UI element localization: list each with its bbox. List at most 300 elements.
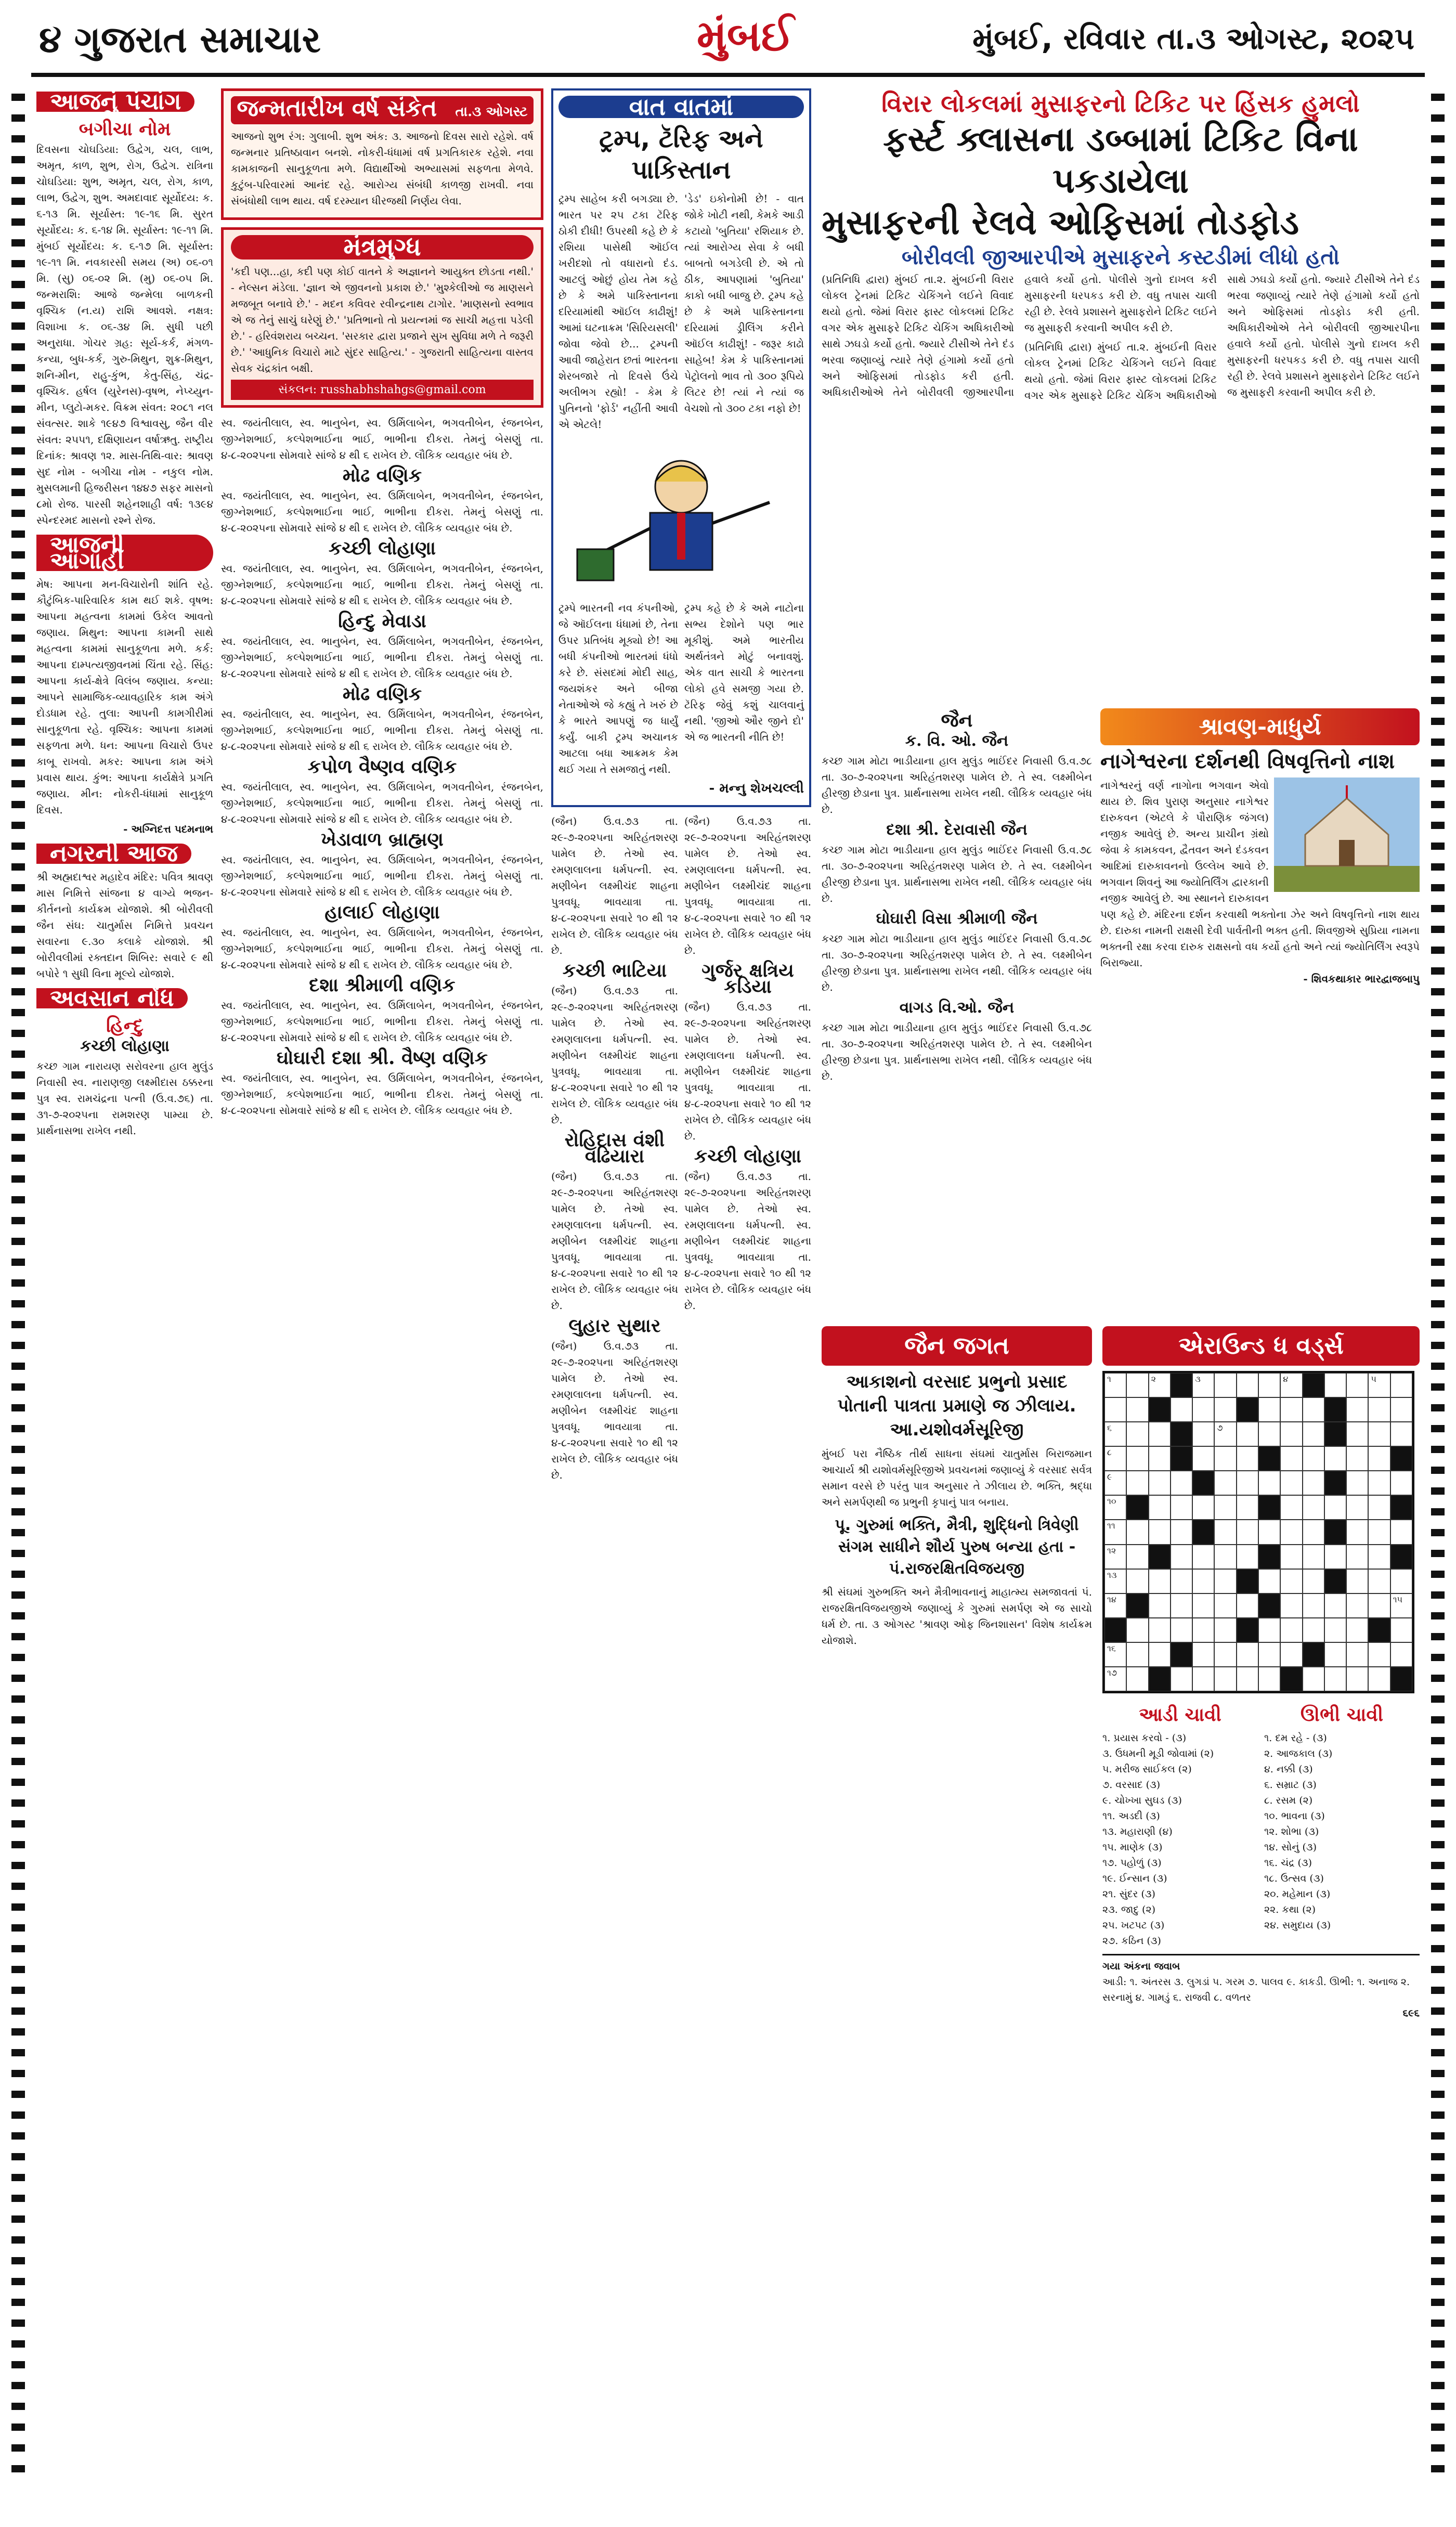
jain-jagat-text: મુંબઈ પરા નૈષ્ઠિક તીર્થ સાધના સંઘમાં ચાતુર્માસ બિરાજમાન આચાર્ય શ્રી યશોવર્મસૂરિજીએ પ્રવચનમાં જણાવ્યું કે વરસાદ સર્વત્ર સમાન વરસે છે પરંતુ પાત્ર અનુસાર તે ઝીલાય છે. ભક્તિ, શ્રદ્ધા અને સમર્પણથી જ પ્રભુની કૃપાનું પાત્ર બનાય. xyxy=(822,1447,1092,1508)
crossword-cell[interactable] xyxy=(1104,1569,1126,1593)
jain-heading: જૈન xyxy=(941,709,973,731)
down-clue: ૬. સમ્રાટ (૩) xyxy=(1264,1779,1317,1791)
obit-text-9: સ્વ. જયંતીલાલ, સ્વ. ભાનુબેન, સ્વ. ઉર્મિલાબેન, ભગવતીબેન, રંજનબેન, જીગ્નેશભાઈ, કલ્પેશભાઈના ભાઈ, ભાભીના દીકરા. તેમનું બેસણું તા. ૪-૮-૨૦૨૫ના સોમવારે સાંજે ૪ થી ૬ રાખેલ છે. લૌકિક વ્યવહાર બંધ છે. xyxy=(221,999,543,1044)
jain-jagat-text-2: શ્રી સંઘમાં ગુરુભક્તિ અને મૈત્રીભાવનાનું માહાત્મ્ય સમજાવતાં પં. રાજરક્ષિતવિજયજીએ જણાવ્યું કે ગુરુમાં સમર્પણ એ જ સાચો ધર્મ છે. તા. ૩ ઓગસ્ટ 'શ્રાવણ ઓફ જિનશાસન' વિશેષ કાર્યક્રમ યોજાશે. xyxy=(822,1586,1092,1647)
crossword-cell[interactable] xyxy=(1280,1373,1302,1397)
cell-number: ૨ xyxy=(1151,1374,1156,1384)
crossword-block xyxy=(1126,1593,1148,1618)
down-clue: ૮. રસમ (૨) xyxy=(1264,1795,1313,1806)
shravan-title: શ્રાવણ-માધુર્ય xyxy=(1100,708,1420,745)
crossword-cell[interactable] xyxy=(1324,1642,1346,1667)
crossword-cell[interactable] xyxy=(1303,1471,1324,1495)
crossword-block xyxy=(1303,1373,1324,1397)
crossword-cell[interactable] xyxy=(1237,1422,1258,1446)
crossword-cell[interactable] xyxy=(1104,1667,1126,1691)
crossword-cell[interactable] xyxy=(1214,1569,1236,1593)
across-clue: ૭. વરસાદ (૩) xyxy=(1102,1779,1161,1791)
crossword-cell[interactable] xyxy=(1390,1593,1412,1618)
crossword-cell[interactable] xyxy=(1214,1545,1236,1569)
lower-section xyxy=(822,708,1420,1087)
mantra-box xyxy=(221,227,543,408)
crossword-cell[interactable] xyxy=(1258,1520,1280,1544)
crossword-cell[interactable] xyxy=(1346,1446,1368,1471)
crossword-cell[interactable] xyxy=(1237,1667,1258,1691)
obit-grid xyxy=(551,813,811,1486)
avasan-item: કચ્છી લોહાણા xyxy=(80,1037,170,1055)
crossword-cell[interactable] xyxy=(1390,1373,1412,1397)
crossword-block xyxy=(1126,1495,1148,1520)
obit-heading-9: ઘોઘારી દશા શ્રી. વૈષ્ણ વણિક xyxy=(276,1047,488,1069)
across-clue: ૨૧. સુંદર (૩) xyxy=(1102,1888,1155,1900)
crossword-cell[interactable] xyxy=(1280,1569,1302,1593)
crossword-cell[interactable] xyxy=(1280,1495,1302,1520)
crossword-block xyxy=(1258,1495,1280,1520)
jain-text-4: કચ્છ ગામ મોટા ભાડીયાના હાલ મુલુંડ ભાઈંદર નિવાસી ઉ.વ.૭૮ તા. ૩૦-૭-૨૦૨૫ના અરિહંતશરણ પામેલ છે. તે સ્વ. લક્ષ્મીબેન હીરજી છેડાના પુત્ર. પ્રાર્થનાસભા રાખેલ નથી. લૌકિક વ્યવહાર બંધ છે. xyxy=(822,1021,1092,1082)
crossword-cell[interactable] xyxy=(1192,1373,1214,1397)
crossword-cell[interactable] xyxy=(1237,1495,1258,1520)
crossword-cell[interactable] xyxy=(1258,1618,1280,1642)
janma-title xyxy=(231,96,534,124)
crossword-block xyxy=(1390,1495,1412,1520)
crossword-cell[interactable] xyxy=(1390,1520,1412,1544)
crossword-cell[interactable] xyxy=(1346,1422,1368,1446)
crossword-cell[interactable] xyxy=(1126,1446,1148,1471)
obit-heading-2: કચ્છી લોહાણા xyxy=(328,537,436,559)
jain-jagat-sub: પૂ. ગુરુમાં ભક્તિ, મૈત્રી, શુદ્ધિનો ત્રિવેણી સંગમ સાધીને શૌર્ય પુરુષ બન્યા હતા - પં.રાજરક્ષિતવિજયજી xyxy=(835,1516,1079,1578)
right-margin-dots xyxy=(1431,94,1445,2480)
down-clues xyxy=(1264,1700,1420,1949)
crossword-cell[interactable] xyxy=(1368,1373,1390,1397)
crossword-cell[interactable] xyxy=(1214,1471,1236,1495)
crossword-cell[interactable] xyxy=(1346,1593,1368,1618)
crossword-cell[interactable] xyxy=(1324,1446,1346,1471)
crossword-cell[interactable] xyxy=(1303,1667,1324,1691)
crossword-cell[interactable] xyxy=(1346,1545,1368,1569)
crossword-cell[interactable] xyxy=(1149,1471,1171,1495)
down-clue: ૨૦. મહેમાન (૩) xyxy=(1264,1888,1331,1900)
cell-number: ૬ xyxy=(1107,1423,1112,1433)
crossword-cell[interactable] xyxy=(1346,1642,1368,1667)
cell-number: ૧૨ xyxy=(1107,1545,1116,1556)
crossword-cell[interactable] xyxy=(1149,1446,1171,1471)
panchang-title: આજનું પંચાંગ xyxy=(36,92,194,112)
crossword-cell[interactable] xyxy=(1214,1422,1236,1446)
crossword-cell[interactable] xyxy=(1280,1642,1302,1667)
jain-text-3: કચ્છ ગામ મોટા ભાડીયાના હાલ મુલુંડ ભાઈંદર નિવાસી ઉ.વ.૭૮ તા. ૩૦-૭-૨૦૨૫ના અરિહંતશરણ પામેલ છે. તે સ્વ. લક્ષ્મીબેન હીરજી છેડાના પુત્ર. પ્રાર્થનાસભા રાખેલ નથી. લૌકિક વ્યવહાર બંધ છે. xyxy=(822,932,1092,993)
crossword-block xyxy=(1258,1545,1280,1569)
crossword-cell[interactable] xyxy=(1258,1667,1280,1691)
crossword-cell[interactable] xyxy=(1126,1422,1148,1446)
crossword-cell[interactable] xyxy=(1104,1545,1126,1569)
crossword-cell[interactable] xyxy=(1324,1373,1346,1397)
crossword-cell[interactable] xyxy=(1126,1545,1148,1569)
panchang-subtitle: બગીચા નોમ xyxy=(79,118,171,140)
crossword-cell[interactable] xyxy=(1104,1446,1126,1471)
crossword-cell[interactable] xyxy=(1104,1520,1126,1544)
crossword-cell[interactable] xyxy=(1126,1471,1148,1495)
crossword-cell[interactable] xyxy=(1368,1520,1390,1544)
crossword-cell[interactable] xyxy=(1390,1471,1412,1495)
obit2-text-6: (જૈન) ઉ.વ.૭૩ તા. ૨૯-૭-૨૦૨૫ના અરિહંતશરણ પામેલ છે. તેઓ સ્વ. રમણલાલના ધર્મપત્ની. સ્વ. મણીબેન લક્ષ્મીચંદ શાહના પુત્રવધૂ. ભાવયાત્રા તા. ૪-૮-૨૦૨૫ના સવારે ૧૦ થી ૧૨ રાખેલ છે. લૌકિક વ્યવહાર બંધ છે. xyxy=(684,1001,811,1142)
jain-obit-4: વાગડ વિ.ઓ. જૈન xyxy=(899,999,1015,1017)
crossword-cell[interactable] xyxy=(1192,1397,1214,1422)
crossword-block xyxy=(1324,1471,1346,1495)
across-clue: ૧૧. અડદી (૩) xyxy=(1102,1810,1160,1822)
jain-jagat xyxy=(822,1326,1092,2444)
jain-jagat-title: જૈન જગત xyxy=(822,1326,1092,1366)
sub-headline: બોરીવલી જીઆરપીએ મુસાફરને કસ્ટડીમાં લીધો હતો xyxy=(902,245,1340,269)
obit2-text-3: (જૈન) ઉ.વ.૭૩ તા. ૨૯-૭-૨૦૨૫ના અરિહંતશરણ પામેલ છે. તેઓ સ્વ. રમણલાલના ધર્મપત્ની. સ્વ. મણીબેન લક્ષ્મીચંદ શાહના પુત્રવધૂ. ભાવયાત્રા તા. ૪-૮-૨૦૨૫ના સવારે ૧૦ થી ૧૨ રાખેલ છે. લૌકિક વ્યવહાર બંધ છે. xyxy=(551,1170,678,1312)
crossword-cell[interactable] xyxy=(1303,1397,1324,1422)
crossword-cell[interactable] xyxy=(1368,1545,1390,1569)
obit-heading-7: હાલાઈ લોહાણા xyxy=(324,901,440,923)
crossword-cell[interactable] xyxy=(1214,1446,1236,1471)
across-clue: ૧. પ્રયાસ કરવો - (૩) xyxy=(1102,1732,1187,1744)
down-title: ઊભી ચાવી xyxy=(1300,1704,1384,1726)
crossword-cell[interactable] xyxy=(1104,1495,1126,1520)
crossword-cell[interactable] xyxy=(1346,1397,1368,1422)
crossword-cell[interactable] xyxy=(1280,1446,1302,1471)
crossword-cell[interactable] xyxy=(1346,1520,1368,1544)
crossword-cell[interactable] xyxy=(1192,1667,1214,1691)
crossword-cell[interactable] xyxy=(1149,1618,1171,1642)
headline-1: વિરાર લોકલમાં મુસાફરનો ટિકિટ પર હિંસક હુમલો xyxy=(881,89,1360,118)
crossword-cell[interactable] xyxy=(1237,1642,1258,1667)
column-janma xyxy=(221,88,543,2486)
headline-2: ફર્સ્ટ ક્લાસના ડબ્બામાં ટિકિટ વિના પકડાયેલા xyxy=(883,119,1358,201)
crossword-cell[interactable] xyxy=(1192,1642,1214,1667)
crossword-block xyxy=(1324,1397,1346,1422)
obit2-heading-4: ગુર્જર ક્ષત્રિય કડિયા xyxy=(701,960,794,997)
crossword-block xyxy=(1237,1397,1258,1422)
column-main xyxy=(822,88,1420,2486)
crossword-block xyxy=(1324,1569,1346,1593)
crossword-cell[interactable] xyxy=(1192,1446,1214,1471)
vaat-text-2: 'ડેડ' ઇકોનોમી છે! - વાત જોકે ખોટી નથી, કેમકે આડી કટાયો 'બુતિયા' રશિયાક છે. ત્યાં આરોગ્ય સેવા કે બધી બાબતો બગડેલી છે. એ તો ઠીક, આપણામાં 'બુતિયા' કાકો બધી બાજુ છે. ટ્રમ્પ કહે છે કે અમે પાકિસ્તાનના દરિયામાં ડ્રીલિંગ કરીને ઑઈલ કાઢીશું! - જરૂર કાઢો સાહેબ! કેમ કે પાકિસ્તાનમાં પેટ્રોલનો ભાવ તો ૩૦૦ રૂપિયે લિટર છે! ત્યાં ને ત્યાં જ વેચશો તો ૩૦૦ ટકા નફો છે! xyxy=(684,192,804,414)
obit-text-8: સ્વ. જયંતીલાલ, સ્વ. ભાનુબેન, સ્વ. ઉર્મિલાબેન, ભગવતીબેન, રંજનબેન, જીગ્નેશભાઈ, કલ્પેશભાઈના ભાઈ, ભાભીના દીકરા. તેમનું બેસણું તા. ૪-૮-૨૦૨૫ના સોમવારે સાંજે ૪ થી ૬ રાખેલ છે. લૌકિક વ્યવહાર બંધ છે. xyxy=(221,926,543,971)
crossword-cell[interactable] xyxy=(1214,1642,1236,1667)
crossword-cell[interactable] xyxy=(1214,1397,1236,1422)
crossword-cell[interactable] xyxy=(1324,1618,1346,1642)
avasan-subtitle: હિન્દુ xyxy=(106,1015,144,1036)
crossword-cell[interactable] xyxy=(1324,1667,1346,1691)
crossword-block xyxy=(1368,1618,1390,1642)
crossword-cell[interactable] xyxy=(1171,1569,1192,1593)
crossword-cell[interactable] xyxy=(1258,1471,1280,1495)
crossword-cell[interactable] xyxy=(1346,1373,1368,1397)
cell-number: ૧૭ xyxy=(1107,1667,1117,1678)
nageshwar-text: નાગેશ્વરનું વર્ણ નાગોના ભગવાન એવો થાય છે. શિવ પુરાણ અનુસાર નાગેશ્વર દારુકવન (એટલે કે પૌરાણિક જંગલ) નજીક આવેલું છે. અન્ય પ્રાચીન ગ્રંથો જેવા કે કામકવન, દ્વૈતવન અને દંડકવન આદિમાં દારુકાવનનો ઉલ્લેખ આવે છે. ભગવાન શિવનું આ જ્યોતિર્લિંગ દ્વારકાની નજીક આવેલું છે. આ સ્થાનને દારુકાવન પણ કહે છે. મંદિરના દર્શન કરવાથી ભક્તોના ઝેર અને વિષવૃત્તિનો નાશ થાય છે. દારુકા નામની રાક્ષસી દેવી પાર્વતીની ભક્ત હતી. શિવજીએ સુપ્રિયા નામના ભક્તની રક્ષા કરવા દારુક રાક્ષસનો વધ કર્યો હતો અને ત્યાં જ્યોતિર્લિંગ સ્વરૂપે બિરાજ્યા. xyxy=(1100,779,1420,969)
obit-heading-5: કપોળ વૈષ્ણવ વણિક xyxy=(307,756,457,777)
crossword-cell[interactable] xyxy=(1104,1397,1126,1422)
crossword-grid-wrap xyxy=(1102,1371,1414,1693)
crossword-cell[interactable] xyxy=(1324,1495,1346,1520)
crossword-cell[interactable] xyxy=(1390,1397,1412,1422)
crossword-cell[interactable] xyxy=(1303,1569,1324,1593)
crossword-cell[interactable] xyxy=(1280,1545,1302,1569)
section-title: મુંબઈ xyxy=(697,11,795,61)
across-clue: ૫. મરીજ સાઈકલ (૨) xyxy=(1102,1764,1192,1775)
obit2-text-1: (જૈન) ઉ.વ.૭૩ તા. ૨૯-૭-૨૦૨૫ના અરિહંતશરણ પામેલ છે. તેઓ સ્વ. રમણલાલના ધર્મપત્ની. સ્વ. મણીબેન લક્ષ્મીચંદ શાહના પુત્રવધૂ. ભાવયાત્રા તા. ૪-૮-૨૦૨૫ના સવારે ૧૦ થી ૧૨ રાખેલ છે. લૌકિક વ્યવહાર બંધ છે. xyxy=(551,815,678,956)
janma-box xyxy=(221,88,543,220)
jain-obits xyxy=(822,708,1092,1087)
crossword-cell[interactable] xyxy=(1214,1667,1236,1691)
crossword-cell[interactable] xyxy=(1214,1618,1236,1642)
crossword-cell[interactable] xyxy=(1171,1495,1192,1520)
nagari-text: શ્રી અહ્મદાશ્વર મહાદેવ મંદિર: પવિત્ર શ્રાવણ માસ નિમિત્તે સાંજના ૪ વાગ્યે ભજન-કીર્તનનો કાર્યક્રમ યોજાશે. શ્રી બોરીવલી જૈન સંઘ: ચાતુર્માસ નિમિત્તે પ્રવચન સવારના ૯.૩૦ કલાકે યોજાશે. શ્રી બોરીવલીમાં રક્તદાન શિબિર: સવારે ૯ થી બપોરે ૧ સુધી વિના મૂલ્યે યોજાશે. xyxy=(36,871,213,980)
crossword-cell[interactable] xyxy=(1149,1373,1171,1397)
vaat-headline: ટ્રમ્પ, ટૅરિફ અને પાકિસ્તાન xyxy=(599,124,763,185)
crossword-cell[interactable] xyxy=(1368,1422,1390,1446)
shravan-box xyxy=(1100,708,1420,1087)
crossword-cell[interactable] xyxy=(1171,1471,1192,1495)
crossword-cell[interactable] xyxy=(1104,1422,1126,1446)
crossword-cell[interactable] xyxy=(1280,1618,1302,1642)
cell-number: ૧૫ xyxy=(1393,1594,1403,1604)
crossword-cell[interactable] xyxy=(1258,1397,1280,1422)
news-body xyxy=(822,271,1420,703)
page-header xyxy=(0,0,1456,78)
crossword-cell[interactable] xyxy=(1303,1446,1324,1471)
crossword-cell[interactable] xyxy=(1171,1593,1192,1618)
jain-obit-3: ઘોઘારી વિસા શ્રીમાળી જૈન xyxy=(876,910,1038,928)
down-clue: ૧. દમ રહે - (૩) xyxy=(1264,1732,1327,1744)
crossword-cell[interactable] xyxy=(1303,1495,1324,1520)
obit-text-7: સ્વ. જયંતીલાલ, સ્વ. ભાનુબેન, સ્વ. ઉર્મિલાબેન, ભગવતીબેન, રંજનબેન, જીગ્નેશભાઈ, કલ્પેશભાઈના ભાઈ, ભાભીના દીકરા. તેમનું બેસણું તા. ૪-૮-૨૦૨૫ના સોમવારે સાંજે ૪ થી ૬ રાખેલ છે. લૌકિક વ્યવહાર બંધ છે. xyxy=(221,853,543,898)
crossword-cell[interactable] xyxy=(1104,1373,1126,1397)
crossword-block xyxy=(1149,1545,1171,1569)
vaat-body xyxy=(558,191,804,436)
nagari-title: નગરની આજ xyxy=(36,844,191,864)
crossword-cell[interactable] xyxy=(1192,1569,1214,1593)
across-clue: ૧૫. માણેક (૩) xyxy=(1102,1842,1163,1853)
header-rule xyxy=(31,73,1425,77)
crossword-cell[interactable] xyxy=(1171,1520,1192,1544)
panchang-text: દિવસના ચોઘડિયા: ઉદ્વેગ, ચલ, લાભ, અમૃત, કાળ, શુભ, રોગ, ઉદ્વેગ. રાત્રિના ચોઘડિયા: શુભ, અમૃત, ચલ, રોગ, કાળ, લાભ, ઉદ્વેગ, શુભ. અમદાવાદ સૂર્યોદય: ક. ૬-૧૩ મિ. સૂર્યાસ્ત: ૧૯-૧૬ મિ. સુરત સૂર્યોદય: ક. ૬-૧૪ મિ. સૂર્યાસ્ત: ૧૯-૧૧ મિ. મુંબઈ સૂર્યોદય: ક. ૬-૧૭ મિ. સૂર્યાસ્ત: ૧૯-૧૧ મિ. નવકારસી સમય (અ) ૦૬-૦૧ મિ. (સુ) ૦૬-૦૨ મિ. (મુ) ૦૬-૦૫ મિ. જન્મરાશિ: આજે જન્મેલા બાળકની વૃશ્ચિક (ન.ય) રાશિ આવશે. નક્ષત્ર: વિશાખા ક. ૦૬-૩૪ મિ. સુધી પછી અનુરાધા. ગોચર ગ્રહ: સૂર્ય-કર્ક, મંગળ-કન્યા, બુધ-કર્ક, ગુરુ-મિથુન, શુક્ર-મિથુન, શનિ-મીન, રાહુ-કુંભ, કેતુ-સિંહ, ચંદ્ર-વૃશ્ચિક. હર્ષલ (યુરેનસ)-વૃષભ, નેપ્ચ્યુન-મીન, પ્લુટો-મકર. વિક્રમ સંવત: ૨૦૮૧ નલ સંવત્સર. શાકે ૧૯૪૭ વિશ્વાવસુ, જૈન વીર સંવત: ૨૫૫૧, દક્ષિણાયન વર્ષાઋતુ. રાષ્ટ્રીય દિનાંક: શ્રાવણ ૧૨. માસ-તિથિ-વાર: શ્રાવણ સુદ નોમ - બગીચા નોમ - નકુલ નોમ. મુસલમાની હિજરીસન ૧૪૪૭ સફર માસનો ૮મો રોજ. પારસી શહેનશાહી વર્ષ: ૧૩૯૪ સ્પેન્દરમદ માસનો રશ્ને રોજ. xyxy=(36,143,213,526)
crossword-cell[interactable] xyxy=(1126,1397,1148,1422)
cell-number: ૮ xyxy=(1107,1447,1112,1458)
crossword-cell[interactable] xyxy=(1192,1593,1214,1618)
page-date: મુંબઈ, રવિવાર તા.૩ ઓગસ્ટ, ૨૦૨૫ xyxy=(972,21,1414,56)
obit-heading-4: મોઢ વણિક xyxy=(342,683,422,705)
crossword-cell[interactable] xyxy=(1104,1471,1126,1495)
crossword-cell[interactable] xyxy=(1258,1373,1280,1397)
crossword-cell[interactable] xyxy=(1390,1642,1412,1667)
mantra-title: મંત્રમુગ્ધ xyxy=(231,235,534,260)
cell-number: ૭ xyxy=(1217,1423,1223,1433)
crossword-cell[interactable] xyxy=(1149,1593,1171,1618)
crossword-cell[interactable] xyxy=(1237,1520,1258,1544)
crossword-cell[interactable] xyxy=(1346,1471,1368,1495)
puzzle-code: ૬૯૬ xyxy=(1402,2007,1420,2019)
across-clue: ૨૫. ખટપટ (૩) xyxy=(1102,1920,1165,1931)
crossword-cell[interactable] xyxy=(1303,1545,1324,1569)
crossword-cell[interactable] xyxy=(1104,1642,1126,1667)
obit-heading-6: ખેડાવાળ બ્રાહ્મણ xyxy=(321,828,444,850)
crossword-cell[interactable] xyxy=(1346,1667,1368,1691)
crossword-cell[interactable] xyxy=(1126,1569,1148,1593)
across-clue: ૨૭. કઠિન (૩) xyxy=(1102,1935,1161,1947)
crossword-cell[interactable] xyxy=(1368,1397,1390,1422)
crossword-block xyxy=(1192,1471,1214,1495)
cell-number: ૩ xyxy=(1195,1374,1201,1384)
crossword-cell[interactable] xyxy=(1237,1446,1258,1471)
crossword-block xyxy=(1104,1618,1126,1642)
obit2-text-2: (જૈન) ઉ.વ.૭૩ તા. ૨૯-૭-૨૦૨૫ના અરિહંતશરણ પામેલ છે. તેઓ સ્વ. રમણલાલના ધર્મપત્ની. સ્વ. મણીબેન લક્ષ્મીચંદ શાહના પુત્રવધૂ. ભાવયાત્રા તા. ૪-૮-૨૦૨૫ના સવારે ૧૦ થી ૧૨ રાખેલ છે. લૌકિક વ્યવહાર બંધ છે. xyxy=(551,984,678,1126)
obit-heading-1: મોઢ વણિક xyxy=(342,464,422,486)
crossword-cell[interactable] xyxy=(1303,1618,1324,1642)
crossword-cell[interactable] xyxy=(1237,1545,1258,1569)
crossword-block xyxy=(1324,1422,1346,1446)
across-title: આડી ચાવી xyxy=(1139,1704,1221,1726)
cell-number: ૧ xyxy=(1107,1374,1111,1384)
crossword-block xyxy=(1258,1593,1280,1618)
crossword-cell[interactable] xyxy=(1237,1593,1258,1618)
crossword-cell[interactable] xyxy=(1149,1520,1171,1544)
crossword-cell[interactable] xyxy=(1258,1569,1280,1593)
crossword-cell[interactable] xyxy=(1149,1569,1171,1593)
crossword-cell[interactable] xyxy=(1390,1569,1412,1593)
news-text: (પ્રતિનિધિ દ્વારા) મુંબઈ તા.૨. મુંબઈની વિરાર લોકલ ટ્રેનમાં ટિકિટ ચેકિંગને લઈને વિવાદ થયો હતો. જેમાં વિરાર ફાસ્ટ લોકલમાં ટિકિટ વગર એક મુસાફરે ટિકિટ ચેકિંગ અધિકારીઓ સાથે ઝઘડો કર્યો હતો. જ્યારે ટીસીએ તેને દંડ ભરવા જણાવ્યું ત્યારે તેણે હંગામો કર્યો હતો અને ઓફિસમાં તોડફોડ કરી હતી. અધિકારીઓએ તેને બોરીવલી જીઆરપીના હવાલે કર્યો હતો. પોલીસે ગુનો દાખલ કરી મુસાફરની ધરપકડ કરી છે. વધુ તપાસ ચાલી રહી છે. રેલવે પ્રશાસને મુસાફરોને ટિકિટ લઈને જ મુસાફરી કરવાની અપીલ કરી છે. xyxy=(822,273,1217,398)
crossword-cell[interactable] xyxy=(1214,1495,1236,1520)
obit2-text-4: (જૈન) ઉ.વ.૭૩ તા. ૨૯-૭-૨૦૨૫ના અરિહંતશરણ પામેલ છે. તેઓ સ્વ. રમણલાલના ધર્મપત્ની. સ્વ. મણીબેન લક્ષ્મીચંદ શાહના પુત્રવધૂ. ભાવયાત્રા તા. ૪-૮-૨૦૨૫ના સવારે ૧૦ થી ૧૨ રાખેલ છે. લૌકિક વ્યવહાર બંધ છે. xyxy=(551,1340,678,1481)
obit-text-10: સ્વ. જયંતીલાલ, સ્વ. ભાનુબેન, સ્વ. ઉર્મિલાબેન, ભગવતીબેન, રંજનબેન, જીગ્નેશભાઈ, કલ્પેશભાઈના ભાઈ, ભાભીના દીકરા. તેમનું બેસણું તા. ૪-૮-૨૦૨૫ના સોમવારે સાંજે ૪ થી ૬ રાખેલ છે. લૌકિક વ્યવહાર બંધ છે. xyxy=(221,1072,543,1117)
cartoon-image xyxy=(562,440,801,596)
crossword-cell[interactable] xyxy=(1368,1667,1390,1691)
crossword-cell[interactable] xyxy=(1149,1642,1171,1667)
crossword-cell[interactable] xyxy=(1303,1520,1324,1544)
crossword-cell[interactable] xyxy=(1258,1422,1280,1446)
vaat-box xyxy=(551,88,811,807)
crossword-grid[interactable] xyxy=(1102,1371,1414,1693)
crossword-cell[interactable] xyxy=(1126,1667,1148,1691)
crossword-cell[interactable] xyxy=(1368,1642,1390,1667)
obit-text-5: સ્વ. જયંતીલાલ, સ્વ. ભાનુબેન, સ્વ. ઉર્મિલાબેન, ભગવતીબેન, રંજનબેન, જીગ્નેશભાઈ, કલ્પેશભાઈના ભાઈ, ભાભીના દીકરા. તેમનું બેસણું તા. ૪-૮-૨૦૨૫ના સોમવારે સાંજે ૪ થી ૬ રાખેલ છે. લૌકિક વ્યવહાર બંધ છે. xyxy=(221,708,543,753)
obit2-heading-5: કચ્છી લોહાણા xyxy=(694,1145,802,1167)
crossword-cell[interactable] xyxy=(1280,1422,1302,1446)
across-clue: ૧૯. ઈન્સાન (૩) xyxy=(1102,1873,1167,1884)
crossword-cell[interactable] xyxy=(1390,1422,1412,1446)
vaat-text-3: ટ્રમ્પે ભારતની નવ કંપનીઓ, જે ઑઈલના ધંધામાં છે, તેના ઉપર પ્રતિબંધ મૂક્યો છે! આ બધી કંપનીઓ ભારતમાં ધંધો કરે છે. સંસદમાં મોદી સાહ, જયશંકર અને બીજા નેતાઓએ જે કહ્યું તે ખરું છે કે ભારતે આપણું જ ધાર્યું કર્યું. બાકી ટ્રમ્પ અચાનક આટલા બધા આક્રમક કેમ થઈ ગયા તે સમજાતું નથી. xyxy=(558,602,678,775)
obit-text-3: સ્વ. જયંતીલાલ, સ્વ. ભાનુબેન, સ્વ. ઉર્મિલાબેન, ભગવતીબેન, રંજનબેન, જીગ્નેશભાઈ, કલ્પેશભાઈના ભાઈ, ભાભીના દીકરા. તેમનું બેસણું તા. ૪-૮-૨૦૨૫ના સોમવારે સાંજે ૪ થી ૬ રાખેલ છે. લૌકિક વ્યવહાર બંધ છે. xyxy=(221,562,543,607)
down-clue: ૧૦. ભાવના (૩) xyxy=(1264,1810,1325,1822)
nageshwar-title: નાગેશ્વરના દર્શનથી વિષવૃત્તિનો નાશ xyxy=(1100,749,1395,773)
crossword-title: એરાઉન્ડ ધ વર્ડ્સ xyxy=(1102,1326,1420,1366)
answers-text: આડી: ૧. અંતરસ ૩. લુગડાં ૫. ગરમ ૭. પાલવ ૯. કાકડી. ઊભી: ૧. અનાજ ૨. સરનામું ૪. ગામડું ૬. રાજવી ૮. વળતર xyxy=(1102,1976,1410,2003)
crossword-cell[interactable] xyxy=(1346,1569,1368,1593)
crossword-cell[interactable] xyxy=(1192,1422,1214,1446)
janma-title-text: જન્મતારીખ વર્ષ સંકેત xyxy=(237,95,437,122)
crossword-cell[interactable] xyxy=(1368,1471,1390,1495)
crossword-cell[interactable] xyxy=(1192,1495,1214,1520)
crossword-cell[interactable] xyxy=(1368,1593,1390,1618)
crossword-cell[interactable] xyxy=(1192,1618,1214,1642)
crossword-cell[interactable] xyxy=(1104,1593,1126,1618)
jain-obit-1: ક. વિ. ઓ. જૈન xyxy=(905,732,1009,750)
crossword-cell[interactable] xyxy=(1171,1397,1192,1422)
crossword-cell[interactable] xyxy=(1280,1520,1302,1544)
aagahi-text: મેષ: આપના મન-વિચારોની શાંતિ રહે. કૌટુંબિક-પારિવારિક કામ થઈ શકે. વૃષભ: આપના મહત્વના કામમાં ઉકેલ આવતો જણાય. મિથુન: આપના કામની સાથે મહત્વના કામમાં સાનુકૂળતા મળે. કર્ક: આપના દામ્પત્યજીવનમાં ચિંતા રહે. સિંહ: આપના કાર્ય-ક્ષેત્રે વિલંબ જણાય. કન્યા: આપને સામાજિક-વ્યાવહારિક કામ અંગે દોડધામ રહે. તુલા: આપની કામગીરીમાં સાનુકૂળતા રહે. વૃશ્ચિક: આપના કામમાં સફળતા મળે. ધન: આપના વિચારો ઉપર કાબૂ રાખવો. મકર: આપના કામ અંગે પ્રવાસ થાય. કુંભ: આપના કાર્યક્ષેત્રે પ્રગતિ જણાય. મીન: નોકરી-ધંધામાં સાનુકૂળ દિવસ. xyxy=(36,578,213,816)
vaat-body-2 xyxy=(558,600,804,781)
crossword-cell[interactable] xyxy=(1171,1667,1192,1691)
crossword-cell[interactable] xyxy=(1126,1618,1148,1642)
crossword-cell[interactable] xyxy=(1126,1373,1148,1397)
crossword-cell[interactable] xyxy=(1126,1642,1148,1667)
down-clue: ૨૨. કથા (૨) xyxy=(1264,1904,1316,1915)
crossword-cell[interactable] xyxy=(1280,1471,1302,1495)
crossword-cell[interactable] xyxy=(1214,1520,1236,1544)
across-clue: ૧૭. પહોળું (૩) xyxy=(1102,1857,1162,1869)
clues xyxy=(1102,1700,1420,1949)
down-clue: ૧૪. સોનું (૩) xyxy=(1264,1842,1317,1853)
crossword-cell[interactable] xyxy=(1303,1422,1324,1446)
crossword-cell[interactable] xyxy=(1258,1642,1280,1667)
cell-number: ૧૬ xyxy=(1107,1643,1116,1653)
across-clue: ૩. ઉધમની મૂડી જોવામાં (૨) xyxy=(1102,1748,1214,1759)
crossword-cell[interactable] xyxy=(1171,1618,1192,1642)
aagahi-author: - અગ્નિદત્ત પદમનાભ xyxy=(123,823,213,835)
crossword-cell[interactable] xyxy=(1280,1593,1302,1618)
crossword-cell[interactable] xyxy=(1390,1618,1412,1642)
obit-heading-3: હિન્દુ મેવાડા xyxy=(338,610,426,632)
crossword-cell[interactable] xyxy=(1126,1520,1148,1544)
across-clues xyxy=(1102,1700,1258,1949)
obit2-heading-2: રોહિદાસ વંશી વઢિયારા xyxy=(564,1129,665,1167)
crossword-cell[interactable] xyxy=(1149,1495,1171,1520)
crossword-cell[interactable] xyxy=(1214,1373,1236,1397)
crossword-cell[interactable] xyxy=(1303,1593,1324,1618)
crossword-cell[interactable] xyxy=(1171,1545,1192,1569)
crossword-section xyxy=(1102,1326,1420,2470)
obit-heading-8: દશા શ્રીમાળી વણિક xyxy=(309,974,456,996)
column-panchang xyxy=(36,88,213,2486)
crossword-block xyxy=(1149,1397,1171,1422)
crossword-cell[interactable] xyxy=(1324,1545,1346,1569)
obit-col-right xyxy=(684,813,811,1486)
crossword-cell[interactable] xyxy=(1368,1569,1390,1593)
crossword-cell[interactable] xyxy=(1237,1471,1258,1495)
crossword-cell[interactable] xyxy=(1346,1618,1368,1642)
vaat-author: - મન્નુ શેખચલ્લી xyxy=(709,781,804,796)
vaat-text-1: ટ્રમ્પ સાહેબ કરી બગડ્યા છે. ભારત પર ૨૫ ટકા ટૅરિફ ઠોકી દીધી! ઉપરથી કહે છે કે રશિયા પાસેથી ઑઈલ ખરીદશો તો વધારાનો દંડ. આટલું ઓછું હોય તેમ કહે છે કે અમે પાકિસ્તાનના દરિયામાંથી ઑઈલ કાઢીશું! આમાં ઘટનાક્રમ 'સિરિયસલી' જોવા જેવો છે... ટ્રમ્પની આવી જાહેરાત છતાં ભારતના શેરબજારે તો દિવસે ઉંચે અલીભગ રહ્યો! - કેમ કે પુતિનનો 'ફોર્ડ' નહીંતી આવી એ એટલે! xyxy=(558,192,678,431)
obit2-text-7: (જૈન) ઉ.વ.૭૩ તા. ૨૯-૭-૨૦૨૫ના અરિહંતશરણ પામેલ છે. તેઓ સ્વ. રમણલાલના ધર્મપત્ની. સ્વ. મણીબેન લક્ષ્મીચંદ શાહના પુત્રવધૂ. ભાવયાત્રા તા. ૪-૮-૨૦૨૫ના સવારે ૧૦ થી ૧૨ રાખેલ છે. લૌકિક વ્યવહાર બંધ છે. xyxy=(684,1170,811,1312)
crossword-cell[interactable] xyxy=(1280,1397,1302,1422)
across-clue: ૯. ચોખ્ખા સુઘડ (૩) xyxy=(1102,1795,1182,1806)
obit-text-1: સ્વ. જયંતીલાલ, સ્વ. ભાનુબેન, સ્વ. ઉર્મિલાબેન, ભગવતીબેન, રંજનબેન, જીગ્નેશભાઈ, કલ્પેશભાઈના ભાઈ, ભાભીના દીકરા. તેમનું બેસણું તા. ૪-૮-૨૦૨૫ના સોમવારે સાંજે ૪ થી ૬ રાખેલ છે. લૌકિક વ્યવહાર બંધ છે. xyxy=(221,417,543,461)
crossword-block xyxy=(1237,1618,1258,1642)
crossword-block xyxy=(1171,1446,1192,1471)
crossword-block xyxy=(1303,1642,1324,1667)
cell-number: ૯ xyxy=(1107,1472,1112,1482)
obit-text-2: સ્વ. જયંતીલાલ, સ્વ. ભાનુબેન, સ્વ. ઉર્મિલાબેન, ભગવતીબેન, રંજનબેન, જીગ્નેશભાઈ, કલ્પેશભાઈના ભાઈ, ભાભીના દીકરા. તેમનું બેસણું તા. ૪-૮-૨૦૨૫ના સોમવારે સાંજે ૪ થી ૬ રાખેલ છે. લૌકિક વ્યવહાર બંધ છે. xyxy=(221,489,543,534)
avasan-title: અવસાન નોંધ xyxy=(36,988,188,1008)
crossword-cell[interactable] xyxy=(1368,1446,1390,1471)
crossword-cell[interactable] xyxy=(1192,1545,1214,1569)
column-vaat xyxy=(551,88,811,2486)
crossword-cell[interactable] xyxy=(1368,1495,1390,1520)
crossword-cell[interactable] xyxy=(1237,1373,1258,1397)
obit-text-4: સ્વ. જયંતીલાલ, સ્વ. ભાનુબેન, સ્વ. ઉર્મિલાબેન, ભગવતીબેન, રંજનબેન, જીગ્નેશભાઈ, કલ્પેશભાઈના ભાઈ, ભાભીના દીકરા. તેમનું બેસણું તા. ૪-૮-૨૦૨૫ના સોમવારે સાંજે ૪ થી ૬ રાખેલ છે. લૌકિક વ્યવહાર બંધ છે. xyxy=(221,635,543,680)
crossword-cell[interactable] xyxy=(1214,1593,1236,1618)
crossword-block xyxy=(1171,1642,1192,1667)
obit-col-left xyxy=(551,813,678,1486)
obit2-heading-1: કચ્છી ભાટિયા xyxy=(562,960,667,981)
crossword-cell[interactable] xyxy=(1346,1495,1368,1520)
crossword-block xyxy=(1390,1446,1412,1471)
crossword-cell[interactable] xyxy=(1324,1593,1346,1618)
mantra-text: 'કદી પણ...હા, કદી પણ કોઈ વાતને કે અજ્ઞાનને આયુક્ત છોડતા નથી.' - નેલ્સન મંડેલા. 'જ્ઞાન એ જીવનનો પ્રકાશ છે.' 'મુશ્કેલીઓ જ માણસને મજબૂત બનાવે છે.' - મદન કવિવર રવીન્દ્રનાથ ટાગોર. 'માણસનો સ્વભાવ એ જ તેનું સાચું ઘરેણું છે.' 'પ્રતિભાનો તો પ્રયત્નમાં જ સાચી મહત્તા પડેલી છે.' - હરિવંશરાય બચ્ચન. 'સરકાર દ્વારા પ્રજાને સુખ સુવિધા મળે તે જરૂરી છે.' 'આધુનિક વિચારો માટે સુંદર સાહિત્ય.' - ગુજરાતી સાહિત્યના વાસ્તવ સેવક ચંદ્રકાંત બક્ષી. xyxy=(231,265,534,374)
crossword-cell[interactable] xyxy=(1149,1422,1171,1446)
